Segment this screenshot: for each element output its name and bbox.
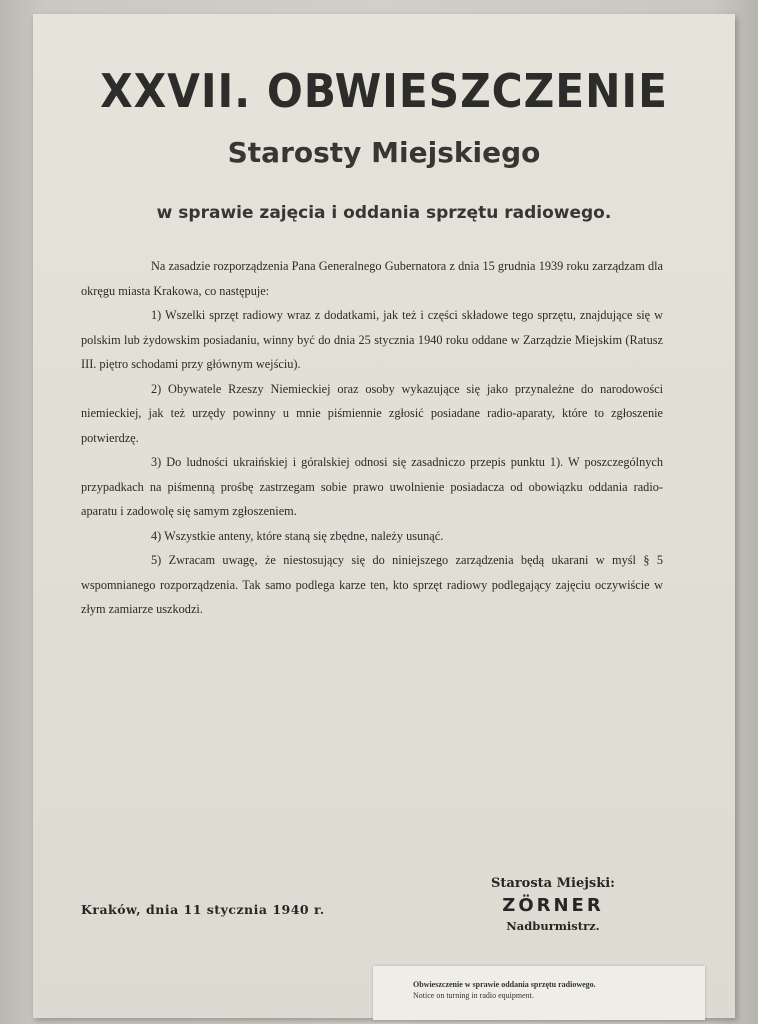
signature-name: ZÖRNER bbox=[502, 895, 604, 916]
museum-caption-label bbox=[373, 966, 705, 1020]
poster bbox=[33, 14, 735, 1018]
caption-polish: Obwieszczenie w sprawie oddania sprzętu radiowego. bbox=[413, 980, 596, 989]
paragraph-3: 3) Do ludności ukraińskiej i góralskiej odnosi się zasadniczo przepis punktu 1). W poszczególnych przypadkach na piśmenną prośbę zastrzegam sobie prawo uwolnienie posiadacza od obowiązku oddania radio-aparatu i zadowolę się samym zgłoszeniem. bbox=[81, 455, 663, 518]
poster-title: XXVII. OBWIESZCZENIE bbox=[100, 64, 668, 118]
paragraph-2: 2) Obywatele Rzeszy Niemieckiej oraz osoby wykazujące się jako przynależne do narodowości niemieckiej, jak też urzędy powinny u mnie piśmiennie zgłosić posiadane radio-aparaty, które to zgłoszenie potwierdzę. bbox=[81, 381, 663, 445]
caption-english: Notice on turning in radio equipment. bbox=[413, 991, 534, 1000]
signature-rank: Nadburmistrz. bbox=[506, 919, 600, 933]
signature-title: Starosta Miejski: bbox=[491, 876, 615, 891]
paragraph-5: 5) Zwracam uwagę, że niestosujący się do niniejszego zarządzenia będą ukarani w myśl § 5 wspomnianego rozporządzenia. Tak samo podlega karze ten, kto sprzęt radiowy podlegający zajęciu oczywiście w złym zamiarze uszkodzi. bbox=[81, 553, 663, 616]
intro-paragraph: Na zasadzie rozporządzenia Pana Generalnego Gubernatora z dnia 15 grudnia 1939 roku zarządzam dla okręgu miasta Krakowa, co następuje: bbox=[81, 259, 663, 298]
poster-subtitle: Starosty Miejskiego bbox=[227, 136, 541, 169]
poster-body bbox=[81, 254, 663, 622]
paragraph-1: 1) Wszelki sprzęt radiowy wraz z dodatkami, jak też i części składowe tego sprzętu, znajdujące się w polskim lub żydowskim posiadaniu, winny być do dnia 25 stycznia 1940 roku oddane w Zarządzie Miejskim (Ratusz III. piętro schodami przy głównym wejściu). bbox=[81, 308, 663, 371]
signature-block bbox=[473, 876, 633, 933]
date-line: Kraków, dnia 11 stycznia 1940 r. bbox=[81, 902, 325, 917]
paragraph-4: 4) Wszystkie anteny, które staną się zbędne, należy usunąć. bbox=[151, 528, 444, 543]
poster-subject: w sprawie zajęcia i oddania sprzętu radiowego. bbox=[156, 203, 612, 223]
